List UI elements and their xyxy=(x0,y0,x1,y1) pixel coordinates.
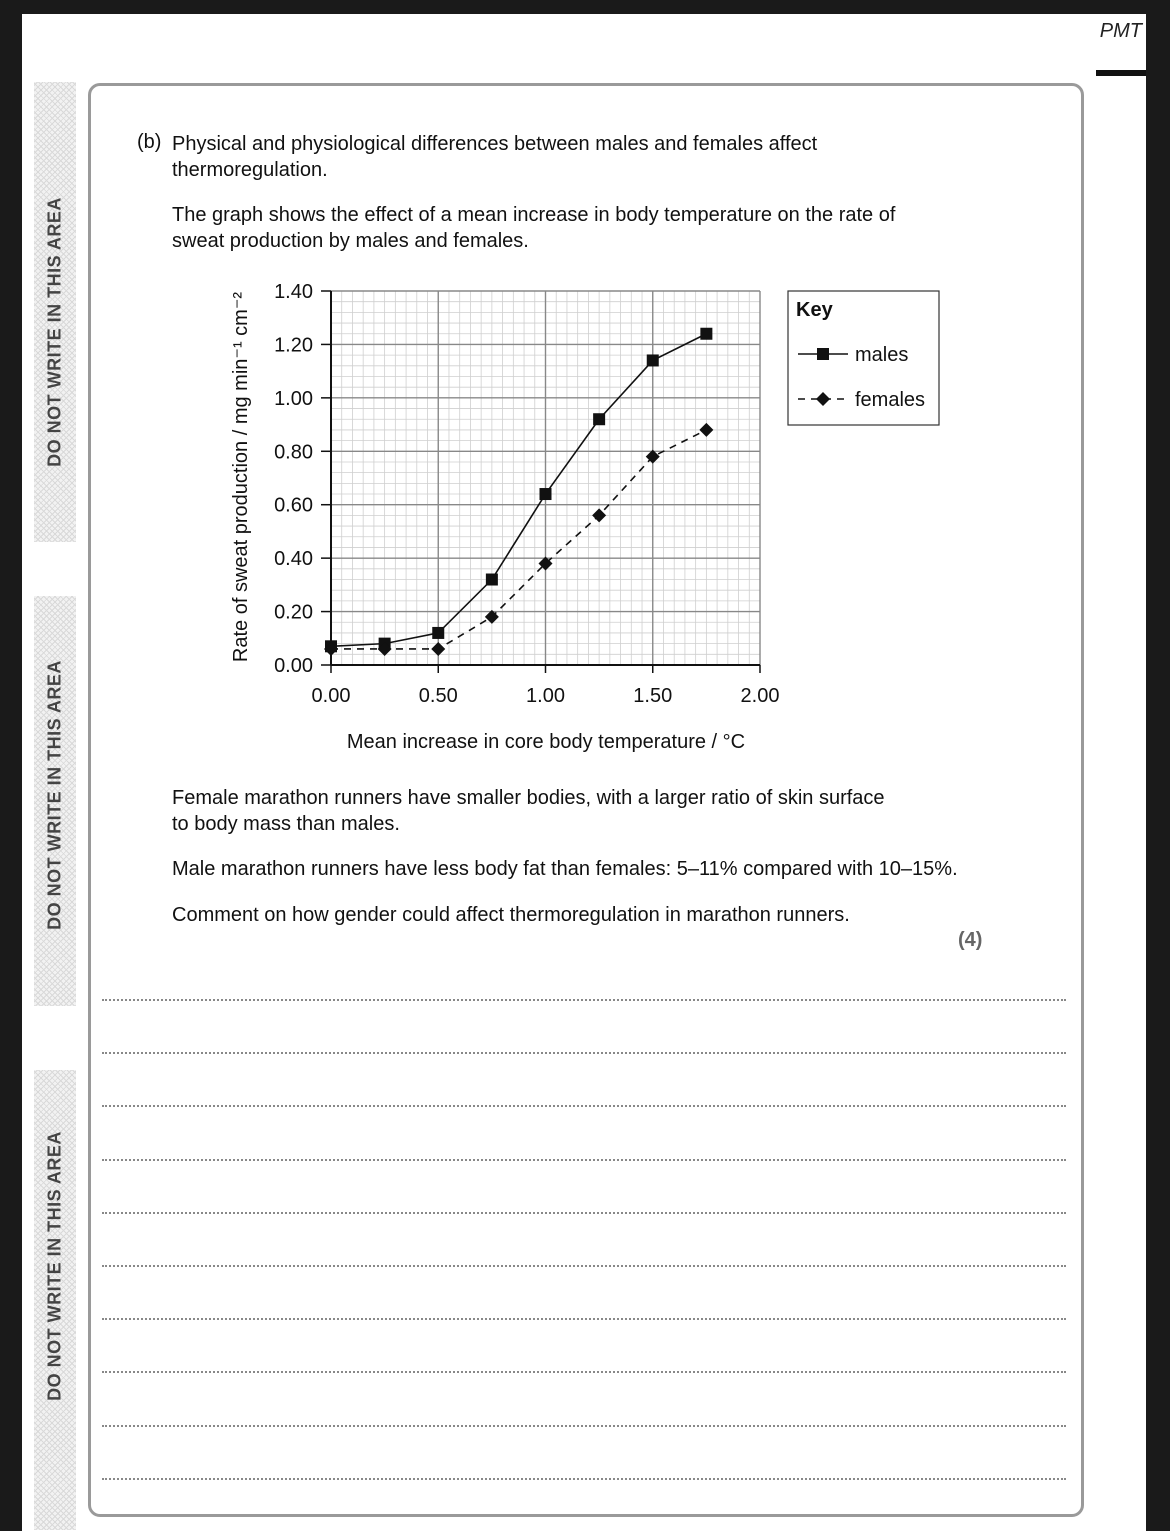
y-axis-title: Rate of sweat production / mg min⁻¹ cm⁻² xyxy=(230,291,252,663)
answer-line[interactable] xyxy=(102,1052,1066,1054)
question-prompt: Comment on how gender could affect thermoregulation in marathon runners. xyxy=(172,904,850,926)
margin-label-top: DO NOT WRITE IN THIS AREA xyxy=(44,197,65,467)
chart-series xyxy=(324,328,713,656)
x-tick-label: 2.00 xyxy=(740,685,780,707)
legend-label-females: females xyxy=(855,389,926,411)
intro-line-1: Physical and physiological differences between males and females affect xyxy=(172,133,818,155)
answer-line[interactable] xyxy=(102,1478,1066,1480)
data-point-females xyxy=(699,423,713,437)
intro-line-2: thermoregulation. xyxy=(172,159,328,181)
legend-box xyxy=(788,291,939,425)
female-info xyxy=(172,785,1032,837)
y-tick-label: 0.80 xyxy=(274,441,313,464)
answer-line[interactable] xyxy=(102,1425,1066,1427)
y-tick-label: 0.60 xyxy=(274,494,313,517)
data-point-females xyxy=(592,508,606,522)
y-tick-label: 1.20 xyxy=(274,334,313,357)
answer-line[interactable] xyxy=(102,1105,1066,1107)
marks-available: (4) xyxy=(958,929,983,951)
female-line-2: to body mass than males. xyxy=(172,813,400,835)
series-line-females xyxy=(331,430,706,649)
answer-line[interactable] xyxy=(102,1212,1066,1214)
x-axis-title: Mean increase in core body temperature / °C xyxy=(346,731,746,753)
answer-line[interactable] xyxy=(102,1371,1066,1373)
margin-label-middle: DO NOT WRITE IN THIS AREA xyxy=(44,660,65,930)
female-line-1: Female marathon runners have smaller bodies, with a larger ratio of skin surface xyxy=(172,787,885,809)
data-point-males xyxy=(647,354,659,366)
x-tick-label: 0.00 xyxy=(311,685,351,707)
data-point-males xyxy=(540,488,552,500)
question-label: (b) xyxy=(137,131,162,153)
answer-line[interactable] xyxy=(102,1318,1066,1320)
data-point-females xyxy=(431,642,445,656)
graph-line-1: The graph shows the effect of a mean increase in body temperature on the rate of xyxy=(172,204,896,226)
answer-line[interactable] xyxy=(102,999,1066,1001)
data-point-males xyxy=(593,413,605,425)
legend-label-males: males xyxy=(855,344,909,366)
answer-line[interactable] xyxy=(102,1265,1066,1267)
data-point-males xyxy=(432,627,444,639)
series-line-males xyxy=(331,334,706,647)
data-point-males xyxy=(486,574,498,586)
y-tick-label: 1.40 xyxy=(274,281,313,303)
margin-label-bottom: DO NOT WRITE IN THIS AREA xyxy=(44,1131,65,1401)
legend-marker-males xyxy=(817,348,829,360)
graph-line-2: sweat production by males and females. xyxy=(172,230,529,252)
answer-line[interactable] xyxy=(102,1159,1066,1161)
y-tick-label: 0.20 xyxy=(274,601,313,624)
x-tick-label: 1.50 xyxy=(633,685,673,707)
pmt-header: PMT xyxy=(1099,20,1142,42)
legend-title: Key xyxy=(796,299,833,321)
y-tick-label: 0.00 xyxy=(274,655,313,677)
x-tick-label: 1.00 xyxy=(526,685,565,707)
male-info: Male marathon runners have less body fat than females: 5–11% compared with 10–15%. xyxy=(172,858,958,880)
x-tick-label: 0.50 xyxy=(418,685,458,707)
sweat-rate-chart xyxy=(0,0,1170,760)
data-point-males xyxy=(700,328,712,340)
y-tick-label: 0.40 xyxy=(274,548,313,571)
y-tick-label: 1.00 xyxy=(274,387,313,410)
